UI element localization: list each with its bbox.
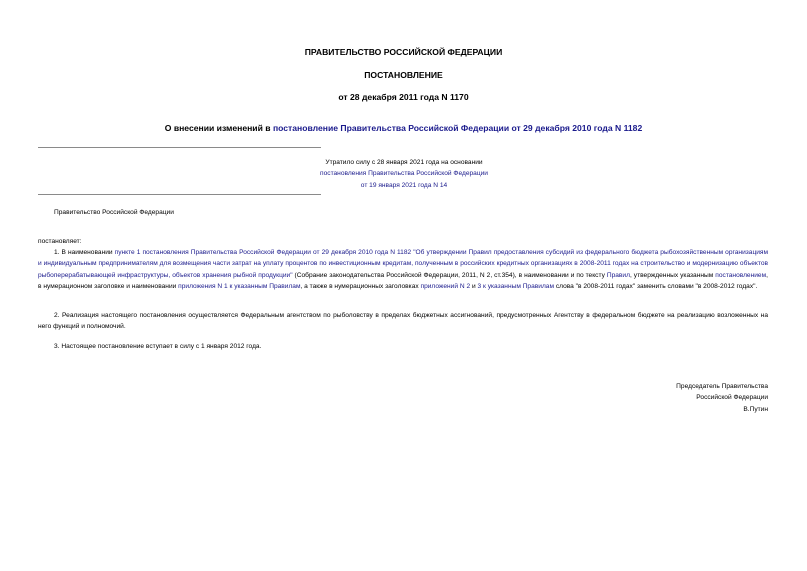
- issuer-line: Правительство Российской Федерации: [54, 209, 174, 216]
- status-note: [230, 157, 578, 191]
- p1-appendix-2-link[interactable]: приложений N 2: [420, 283, 471, 291]
- status-note-line1: Утратило силу с 28 января 2021 года на основании: [325, 159, 483, 166]
- subject-prefix: О внесении изменений в: [164, 123, 273, 133]
- signatory-title-line1: Председатель Правительства: [676, 383, 768, 390]
- p1-text-6: и: [470, 283, 478, 291]
- p1-text-1: 1. В наименовании: [54, 249, 115, 256]
- p1-text-4: , в нумерационном заголовке и наименовании: [38, 271, 768, 291]
- p1-text-3: , утвержденных указанным: [629, 271, 716, 279]
- document-subject: [0, 123, 807, 133]
- paragraph-2: 2. Реализация настоящего постановления осуществляется Федеральным агентством по рыболовству в пределах бюджетных ассигнований, предусмотренных Агентству в федеральном бюджете на реализацию возложенных на него функций и полномочий.: [38, 312, 768, 331]
- paragraph-1: [38, 247, 768, 293]
- document-date-number: от 28 декабря 2011 года N 1170: [338, 92, 469, 102]
- p1-clause-link[interactable]: пункте 1 постановления Правительства Российской Федерации от 29 декабря 2010 года N 1182 "Об утверждении Правил предоставления субсидий из федерального бюджета рыбохозяйственным организациям и индивидуальным предпринимателям для возмещения части затрат на уплату процентов по инвестиционным кредитам, полученным в российских кредитных организациях в 2008-2011 годах на строительство и модернизацию объектов рыбоперерабатывающей инфраструктуры, объектов хранения рыбной продукции": [38, 249, 769, 279]
- repealing-resolution-link[interactable]: постановления Правительства Российской Федерации: [320, 170, 488, 178]
- repealing-resolution-date-link[interactable]: от 19 января 2021 года N 14: [360, 181, 448, 189]
- p1-appendix-1-link[interactable]: приложения N 1 к указанным Правилам: [178, 283, 301, 291]
- p1-text-2: (Собрание законодательства Российской Федерации, 2011, N 2, ст.354), в наименовании и по тексту: [292, 271, 607, 279]
- document-type-heading: ПОСТАНОВЛЕНИЕ: [364, 70, 443, 80]
- p1-resolution-link[interactable]: постановлением: [715, 271, 767, 279]
- p1-appendix-3-link[interactable]: 3 к указанным Правилам: [477, 283, 555, 291]
- signatory-name: В.Путин: [743, 405, 768, 413]
- paragraph-3: 3. Настоящее постановление вступает в силу с 1 января 2012 года.: [54, 343, 262, 350]
- top-divider: [38, 147, 321, 148]
- signatory-title-line2: Российской Федерации: [696, 394, 768, 402]
- signature-block: [676, 381, 768, 415]
- resolves-line: постановляет:: [38, 238, 82, 245]
- bottom-divider: [38, 194, 321, 195]
- amended-resolution-link[interactable]: постановление Правительства Российской Федерации от 29 декабря 2010 года N 1182: [272, 123, 643, 133]
- government-heading: ПРАВИТЕЛЬСТВО РОССИЙСКОЙ ФЕДЕРАЦИИ: [304, 47, 503, 57]
- p1-text-7: слова "в 2008-2011 годах" заменить словами "в 2008-2012 годах".: [554, 283, 758, 291]
- p1-rules-link[interactable]: Правил: [606, 271, 630, 279]
- p1-text-5: , а также в нумерационных заголовках: [300, 283, 421, 291]
